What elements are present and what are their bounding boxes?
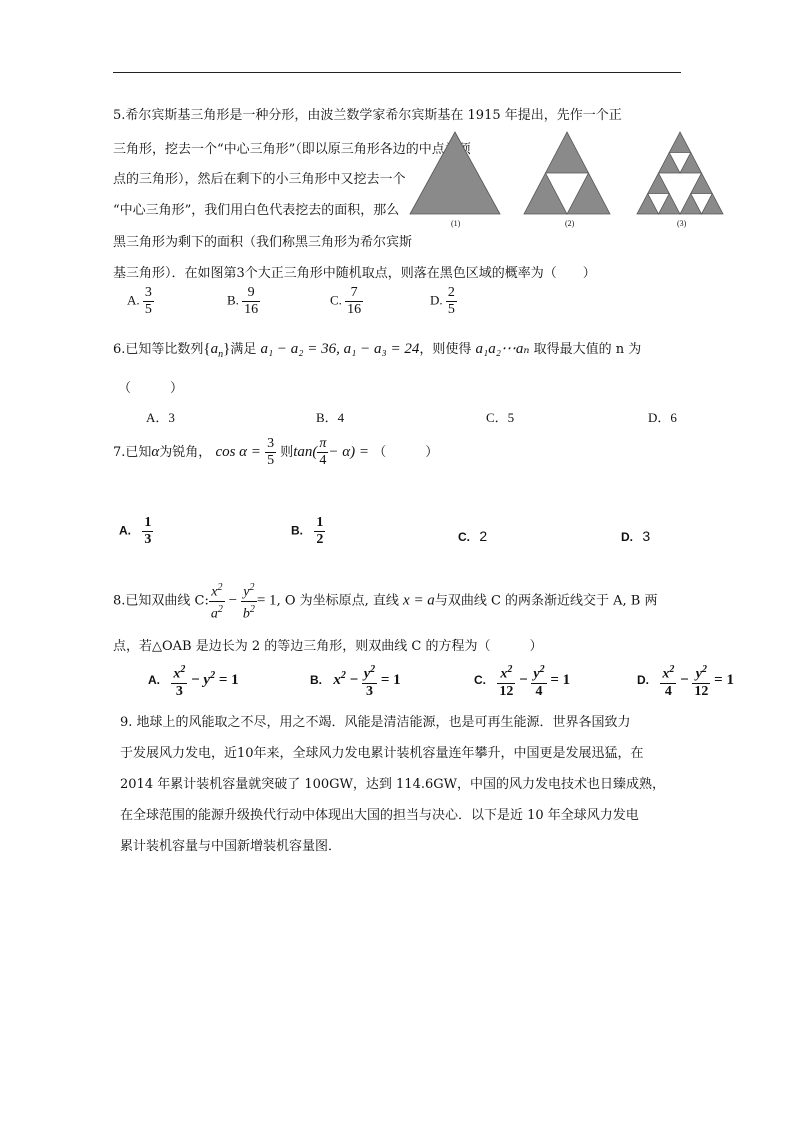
fig-caption-1: (1)	[451, 219, 461, 228]
q5-line-6: 基三角形）．在如图第3个大正三角形中随机取点，则落在黑色区域的概率为（ ）	[113, 266, 596, 281]
q6-option-b[interactable]: B．4	[316, 410, 345, 425]
q7-option-b[interactable]	[291, 515, 325, 548]
option-label: A.	[127, 292, 140, 308]
q6-product: a₁a₂⋯aₙ	[475, 341, 530, 357]
q6-option-d[interactable]: D．6	[648, 410, 677, 425]
q5-line-2: 三角形，挖去一个“中心三角形”（即以原三角形各边的中点为顶	[113, 142, 471, 157]
option-fraction: $\frac{1}{2}$	[316, 515, 324, 547]
q6-paren: （ ）	[118, 381, 184, 396]
q8-stem: 8.已知双曲线 C: $\frac{x^2}{a^2}$ − $\frac{y^2}{b^2}$ = 1, O 为坐标原点, 直线 x = a与双曲线 C 的两条渐近线交于 A, B 两	[113, 582, 658, 622]
q7-option-c[interactable]: C. 2	[458, 528, 488, 544]
q8-option-c[interactable]: C. $\frac{x^2}{12}$ − $\frac{y^2}{4}$ = 1	[474, 664, 571, 699]
q8-x-term: $\frac{x^2}{a^2}$	[210, 582, 223, 622]
option-fraction: $\frac{1}{3}$	[144, 515, 152, 547]
q5-line-4: “中心三角形”，我们用白色代表挖去的面积，那么	[113, 203, 400, 218]
q8-line-2: 点，若△OAB 是边长为 2 的等边三角形，则双曲线 C 的方程为（ ）	[113, 639, 543, 654]
option-fraction: $\frac{2}{5}$	[447, 285, 455, 317]
q9-line-4: 在全球范围的能源升级换代行动中体现出大国的担当与决心．以下是近 10 年全球风力发电	[120, 808, 639, 823]
q5-line-3: 点的三角形），然后在剩下的小三角形中又挖去一个	[113, 172, 406, 187]
header-rule	[113, 72, 681, 73]
triangle-stage-3	[637, 132, 723, 214]
q8-option-a[interactable]: A. $\frac{x^2}{3}$ − $y^2 = 1$	[148, 664, 239, 699]
option-label: D.	[430, 292, 443, 308]
option-label: A.	[119, 523, 131, 538]
option-fraction: $\frac{3}{5}$	[144, 285, 152, 317]
q8-y-term: $\frac{y^2}{b^2}$	[242, 582, 255, 622]
triangle-stage-1	[410, 132, 500, 214]
q7-option-a[interactable]	[119, 515, 153, 548]
option-fraction: $\frac{9}{16}$	[244, 285, 259, 317]
option-fraction: $\frac{7}{16}$	[347, 285, 362, 317]
option-label: B.	[227, 292, 239, 308]
q7-stem: 7.已知α为锐角， cos α = $\frac{3}{5}$ 则tan( $\frac{\pi}{4}$ − α) = （ ）	[113, 436, 439, 468]
q5-option-c[interactable]	[330, 285, 363, 318]
q6-stem: 6.已知等比数列$\{a_n\}$满足 a₁ − a₂ = 36, a₁ − a₃ = 24，则使得 a₁a₂⋯aₙ 取得最大值的 n 为	[113, 341, 642, 360]
sierpinski-figure	[408, 130, 738, 230]
option-label: B.	[291, 523, 303, 538]
q7-cos-fraction: $\frac{3}{5}$	[267, 436, 275, 468]
q8-option-b[interactable]: B. $x^2$ − $\frac{y^2}{3}$ = 1	[310, 664, 401, 699]
option-label: C.	[330, 292, 342, 308]
q5-option-d[interactable]	[430, 285, 457, 318]
q5-line-5: 黑三角形为剩下的面积（我们称黑三角形为希尔宾斯	[113, 235, 413, 250]
q9-line-3: 2014 年累计装机容量就突破了 100GW，达到 114.6GW，中国的风力发电技术也日臻成熟，	[120, 777, 666, 792]
q9-line-5: 累计装机容量与中国新增装机容量图．	[120, 839, 342, 854]
q6-option-a[interactable]: A．3	[146, 410, 175, 425]
q7-option-d[interactable]: D. 3	[621, 528, 651, 544]
q5-option-b[interactable]	[227, 285, 260, 318]
q8-option-d[interactable]: D. $\frac{x^2}{4}$ − $\frac{y^2}{12}$ = 1	[637, 664, 734, 699]
sequence-notation: $\{a_n\}$	[203, 341, 231, 360]
fig-caption-2: (2)	[565, 219, 575, 228]
q5-option-a[interactable]	[127, 285, 154, 318]
q9-line-1: 9. 地球上的风能取之不尽，用之不竭．风能是清洁能源，也是可再生能源．世界各国致力	[120, 715, 631, 730]
q5-line-1: 5.希尔宾斯基三角形是一种分形，由波兰数学家希尔宾斯基在 1915 年提出，先作一个正	[113, 108, 622, 123]
triangle-stage-2	[524, 132, 610, 214]
q6-condition: a₁ − a₂ = 36, a₁ − a₃ = 24	[260, 341, 420, 357]
q7-pi-fraction: $\frac{\pi}{4}$	[319, 436, 327, 468]
q6-option-c[interactable]: C．5	[486, 410, 515, 425]
q9-line-2: 于发展风力发电，近10年来，全球风力发电累计装机容量连年攀升，中国更是发展迅猛，在	[120, 746, 644, 761]
fig-caption-3: (3)	[677, 219, 687, 228]
